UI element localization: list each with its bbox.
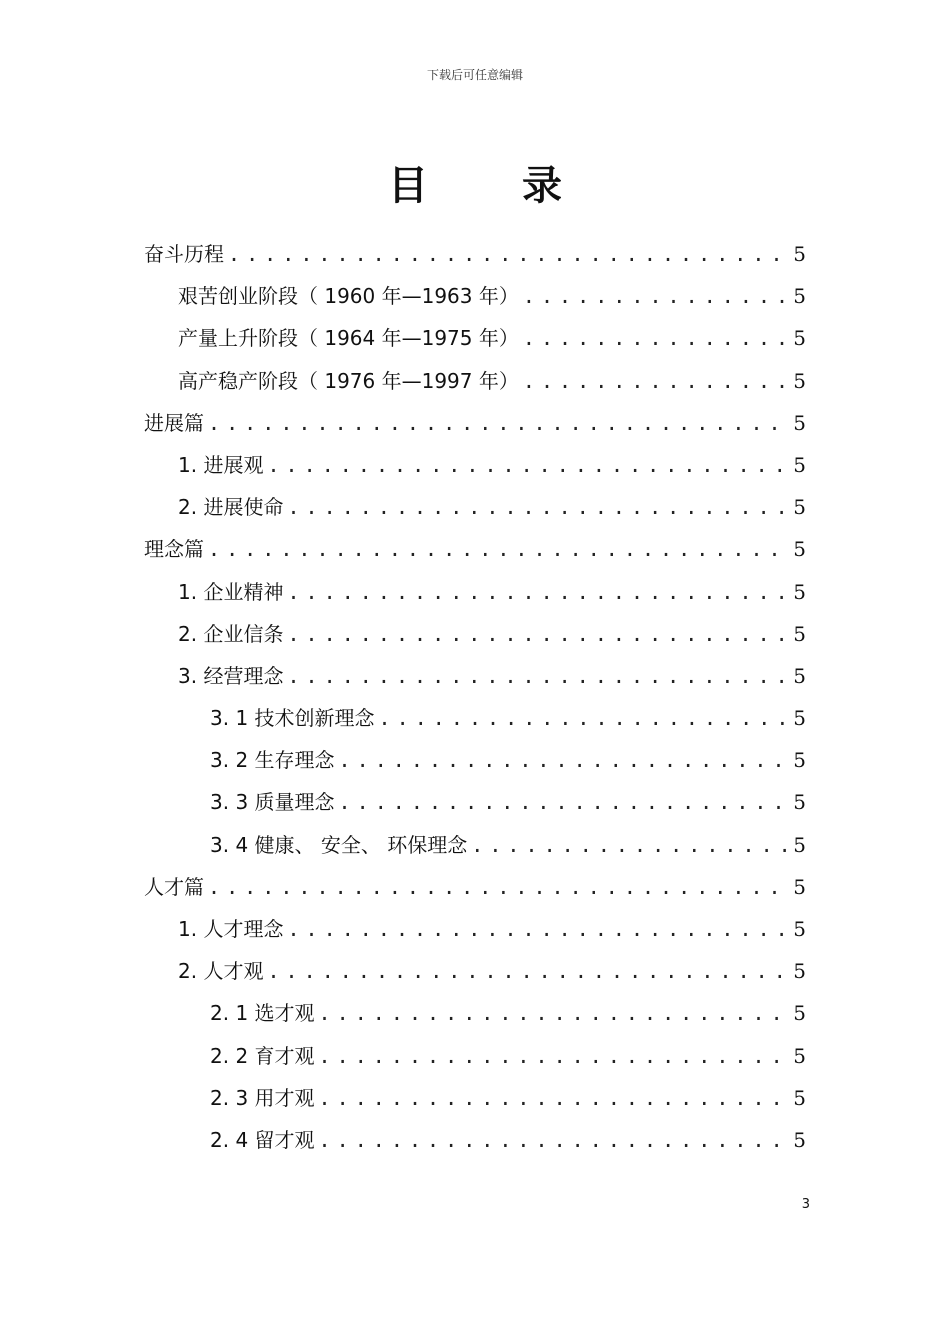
toc-entry-title: 2. 4 留才观 — [210, 1127, 315, 1152]
toc-dot-leader — [267, 950, 789, 992]
toc-entry-title: 人才篇 — [144, 874, 204, 899]
toc-entry-page: 5 — [793, 495, 806, 520]
toc-dot-leader — [339, 781, 790, 823]
toc-entry[interactable] — [144, 1119, 806, 1161]
toc-dot-leader — [319, 1077, 790, 1119]
toc-dot-leader — [319, 992, 790, 1034]
toc-dot-leader — [523, 360, 789, 402]
toc-entry-page: 5 — [793, 917, 806, 941]
toc-entry[interactable] — [144, 571, 806, 613]
toc-entry-title: 进展篇 — [144, 410, 204, 435]
toc-entry-title: 3. 1 技术创新理念 — [210, 706, 375, 731]
toc-entry[interactable] — [144, 824, 806, 866]
toc-entry[interactable] — [144, 908, 806, 950]
toc-entry-title: 3. 2 生存理念 — [210, 748, 335, 773]
toc-entry[interactable] — [144, 1035, 806, 1077]
toc-entry-page: 5 — [793, 579, 806, 604]
toc-entry-title: 2. 进展使命 — [178, 495, 284, 520]
toc-dot-leader — [287, 613, 789, 655]
toc-dot-leader — [523, 275, 789, 317]
toc-entry[interactable] — [144, 233, 806, 275]
toc-entry-title: 1. 企业精神 — [178, 579, 284, 604]
toc-entry-title: 3. 4 健康、 安全、 环保理念 — [210, 832, 468, 857]
toc-entry-page: 5 — [793, 621, 806, 646]
toc-entry-title: 1. 进展观 — [178, 452, 264, 477]
toc-dot-leader — [319, 1035, 790, 1077]
toc-dot-leader — [287, 908, 789, 950]
toc-entry[interactable] — [144, 781, 806, 823]
toc-dot-leader — [208, 528, 789, 570]
toc-entry-title: 产量上升阶段（ 1964 年—1975 年） — [178, 326, 519, 351]
toc-entry-page: 5 — [793, 874, 806, 899]
toc-entry-title: 3. 经营理念 — [178, 663, 284, 688]
toc-entry-page: 5 — [793, 284, 806, 309]
toc-dot-leader — [287, 655, 789, 697]
toc-entry-page: 5 — [793, 452, 806, 477]
toc-dot-leader — [379, 697, 790, 739]
toc-entry-page: 5 — [793, 537, 806, 562]
toc-entry-page: 5 — [793, 1085, 806, 1110]
toc-dot-leader — [228, 233, 789, 275]
toc-entry[interactable] — [144, 444, 806, 486]
toc-entry-page: 5 — [793, 748, 806, 773]
toc-entry[interactable] — [144, 486, 806, 528]
toc-entry-title: 艰苦创业阶段（ 1960 年—1963 年） — [178, 284, 519, 309]
toc-entry[interactable] — [144, 1077, 806, 1119]
toc-dot-leader — [287, 571, 789, 613]
toc-dot-leader — [523, 317, 789, 359]
toc-entry[interactable] — [144, 613, 806, 655]
toc-entry[interactable] — [144, 866, 806, 908]
toc-entry[interactable] — [144, 992, 806, 1034]
toc-entry-page: 5 — [793, 326, 806, 351]
toc-dot-leader — [208, 866, 789, 908]
toc-dot-leader — [471, 824, 789, 866]
toc-entry-page: 5 — [793, 832, 806, 857]
page-title: 目 录 — [388, 163, 602, 209]
toc-entry-title: 理念篇 — [144, 537, 204, 562]
toc-dot-leader — [267, 444, 789, 486]
toc-entry-page: 5 — [793, 706, 806, 731]
toc-dot-leader — [208, 402, 789, 444]
toc-entry[interactable] — [144, 739, 806, 781]
toc-entry[interactable] — [144, 528, 806, 570]
toc-entry[interactable] — [144, 360, 806, 402]
toc-entry-title: 高产稳产阶段（ 1976 年—1997 年） — [178, 368, 519, 393]
toc-entry-page: 5 — [793, 1127, 806, 1152]
toc-dot-leader — [339, 739, 790, 781]
toc-entry-title: 1. 人才理念 — [178, 917, 284, 941]
toc-entry[interactable] — [144, 317, 806, 359]
toc-entry-page: 5 — [793, 790, 806, 815]
toc-entry-page: 5 — [793, 1043, 806, 1068]
toc-entry-page: 5 — [793, 663, 806, 688]
toc-entry[interactable] — [144, 655, 806, 697]
toc-dot-leader — [319, 1119, 790, 1161]
toc-entry-page: 5 — [793, 1001, 806, 1026]
toc-entry[interactable] — [144, 697, 806, 739]
toc-entry-page: 5 — [793, 959, 806, 984]
toc-entry-page: 5 — [793, 410, 806, 435]
toc-entry[interactable] — [144, 402, 806, 444]
toc-entry[interactable] — [144, 275, 806, 317]
toc-entry[interactable] — [144, 950, 806, 992]
header-note: 下载后可任意编辑 — [426, 68, 523, 82]
toc-entry-title: 2. 1 选才观 — [210, 1001, 315, 1026]
toc-entry-page: 5 — [793, 368, 806, 393]
toc-entry-page: 5 — [793, 242, 806, 266]
page-number: 3 — [801, 1197, 810, 1212]
table-of-contents — [144, 233, 806, 1161]
toc-entry-title: 3. 3 质量理念 — [210, 790, 335, 815]
toc-entry-title: 2. 人才观 — [178, 959, 264, 984]
toc-entry-title: 2. 3 用才观 — [210, 1085, 315, 1110]
toc-dot-leader — [287, 486, 789, 528]
toc-entry-title: 奋斗历程 — [144, 242, 224, 266]
toc-entry-title: 2. 2 育才观 — [210, 1043, 315, 1068]
toc-entry-title: 2. 企业信条 — [178, 621, 284, 646]
